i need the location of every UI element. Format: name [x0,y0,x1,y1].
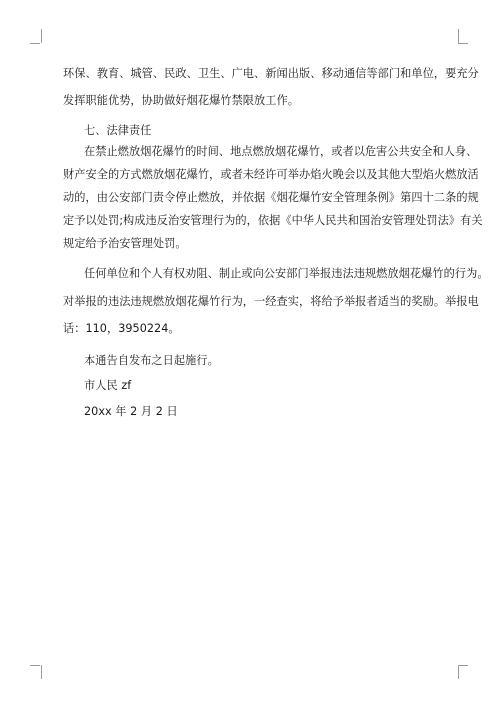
paragraph-line: 话：110，3950224。 [63,322,180,335]
crop-mark-top-right-vertical [458,29,459,43]
paragraph-line: 在禁止燃放烟花爆竹的时间、地点燃放烟花爆竹，或者以危害公共安全和人身、 [84,145,478,158]
issuer-signature: 市人民 zf [84,379,132,392]
crop-mark-top-left-vertical [41,29,42,43]
paragraph-line: 定予以处罚;构成违反治安管理行为的，依据《中华人民共和国治安管理处罚法》有关 [63,214,483,227]
paragraph-line: 财产安全的方式燃放烟花爆竹，或者未经许可举办焰火晚会以及其他大型焰火燃放活 [63,168,479,181]
crop-mark-bottom-right-vertical [458,665,459,679]
paragraph-line: 发挥职能优势，协助做好烟花爆竹禁限放工作。 [63,94,299,107]
paragraph-line: 环保、教育、城管、民政、卫生、广电、新闻出版、移动通信等部门和单位，要充分 [63,67,479,80]
paragraph-line: 对举报的违法违规燃放烟花爆竹行为，一经查实，将给予举报者适当的奖励。举报电 [63,295,479,308]
issue-date: 20xx 年 2 月 2 日 [84,405,178,418]
crop-mark-bottom-left-horizontal [30,665,40,666]
crop-mark-top-right-horizontal [458,43,468,44]
section-heading: 七、法律责任 [84,124,152,137]
paragraph-line: 动的，由公安部门责令停止燃放，并依据《烟花爆竹安全管理条例》第四十二条的规 [63,191,479,204]
crop-mark-top-left-horizontal [30,43,40,44]
paragraph-line: 规定给予治安管理处罚。 [63,237,187,250]
crop-mark-bottom-left-vertical [41,665,42,679]
crop-mark-bottom-right-horizontal [458,665,468,666]
paragraph-line: 任何单位和个人有权劝阻、制止或向公安部门举报违法违规燃放烟花爆竹的行为。 [84,267,489,280]
effective-date-notice: 本通告自发布之日起施行。 [84,354,219,367]
